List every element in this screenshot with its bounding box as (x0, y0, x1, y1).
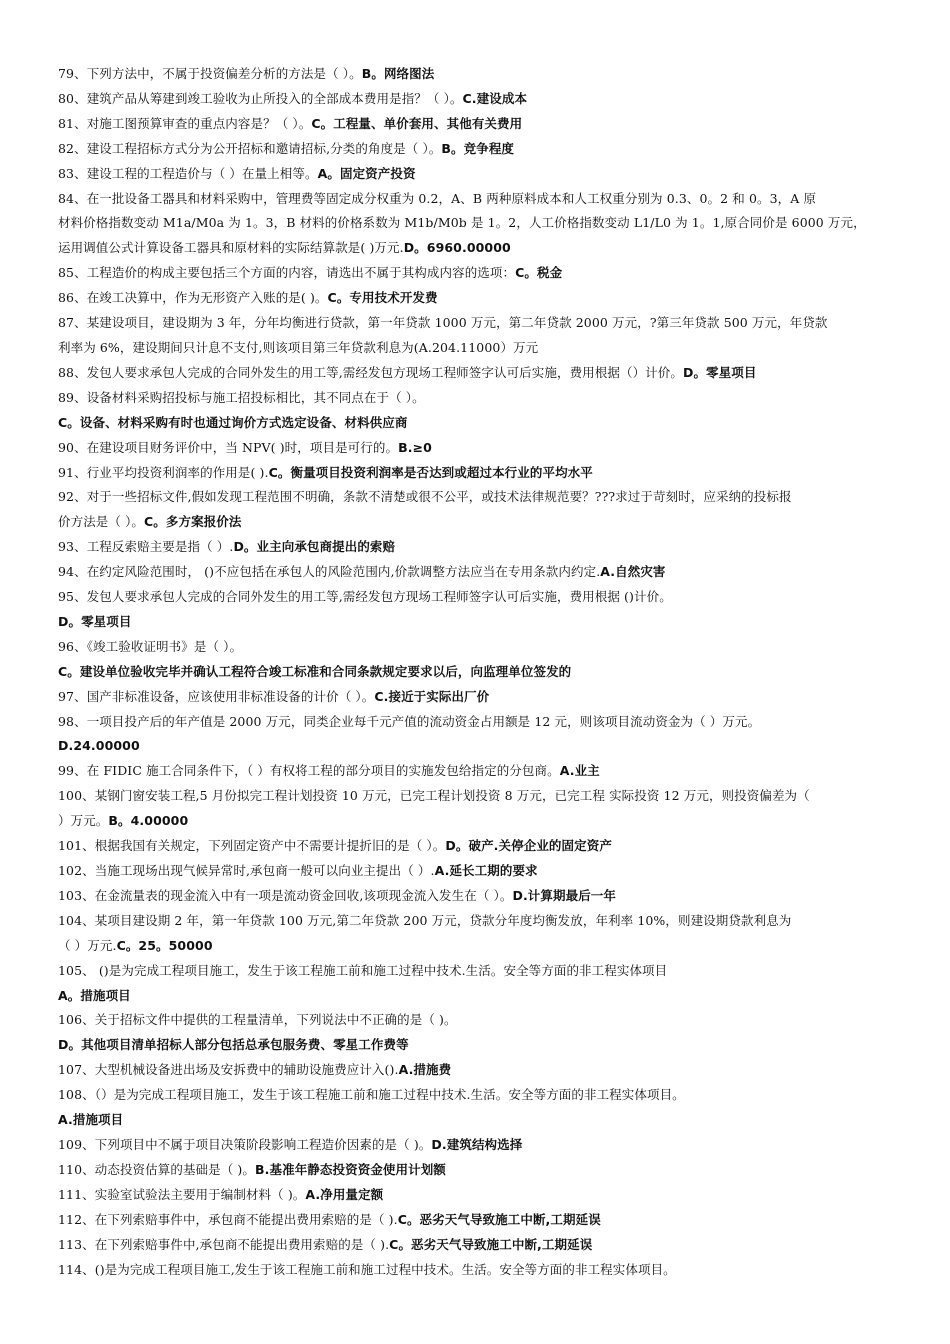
question-text: 112、在下列索赔事件中，承包商不能提出费用索赔的是（ ). (58, 1211, 398, 1227)
text-line (58, 137, 920, 162)
answer-text: D.24.00000 (58, 738, 140, 754)
question-text: 96、《竣工验收证明书》是（ ）。 (58, 638, 243, 654)
question-text: 利率为 6%，建设期间只计息不支付,则该项目第三年贷款利息为(A.204.11000）万元 (58, 339, 539, 355)
question-text: 95、发包人要求承包人完成的合同外发生的用工等,需经发包方现场工程师签字认可后实施，费用根据 ()计价。 (58, 589, 672, 605)
answer-text: D。其他项目清单招标人部分包括总承包服务费、零星工作费等 (58, 1037, 409, 1053)
text-line (58, 560, 920, 585)
answer-text: C。恶劣天气导致施工中断,工期延误 (389, 1236, 593, 1252)
text-line (58, 1033, 920, 1058)
text-line (58, 461, 920, 486)
text-line (58, 361, 920, 386)
question-text: 98、一项目投产后的年产值是 2000 万元，同类企业每千元产值的流动资金占用额是 12 元，则该项目流动资金为（ ）万元。 (58, 713, 761, 729)
answer-text: A。措施项目 (58, 987, 131, 1003)
answer-text: A.措施项目 (58, 1112, 124, 1128)
question-text: 83、建设工程的工程造价与（ ）在量上相等。 (58, 165, 318, 181)
text-line (58, 859, 920, 884)
text-line (58, 710, 920, 735)
answer-text: D。零星项目 (682, 364, 757, 380)
text-line (58, 909, 920, 934)
text-line (58, 485, 920, 510)
text-line (58, 734, 920, 759)
answer-text: C。多方案报价法 (144, 514, 242, 530)
question-text: 107、大型机械设备进出场及安拆费中的辅助设施费应计入(). (58, 1062, 399, 1078)
text-line (58, 510, 920, 535)
text-line (58, 934, 920, 959)
question-text: 91、行业平均投资利润率的作用是( ). (58, 464, 269, 480)
question-text: 82、建设工程招标方式分为公开招标和邀请招标,分类的角度是（ ）。 (58, 140, 442, 156)
question-text: 运用调值公式计算设备工器具和原材料的实际结算款是( )万元. (58, 240, 404, 256)
question-text: 111、实验室试验法主要用于编制材料（ )。 (58, 1186, 306, 1202)
answer-text: B.基准年静态投资资金使用计划额 (255, 1161, 446, 1177)
question-text: 81、对施工图预算审查的重点内容是？（ ）。 (58, 115, 312, 131)
text-line (58, 984, 920, 1009)
answer-text: A.措施费 (398, 1062, 452, 1078)
answer-text: B。网络图法 (361, 66, 435, 81)
answer-text: D.建筑结构选择 (431, 1136, 523, 1152)
question-text: 79、下列方法中，不属于投资偏差分析的方法是（ ）。 (58, 66, 362, 81)
answer-text: D。业主向承包商提出的索赔 (233, 539, 396, 555)
text-line (58, 1158, 920, 1183)
question-text: 价方法是（ ）。 (58, 514, 145, 530)
text-line (58, 211, 920, 236)
answer-text: A.延长工期的要求 (434, 863, 538, 878)
question-text: 104、某项目建设期 2 年，第一年贷款 100 万元,第二年贷款 200 万元，贷款分年度均衡发放，年利率 10%，则建设期贷款利息为 (58, 912, 792, 928)
answer-text: A.业主 (559, 763, 600, 779)
question-text: 93、工程反索赔主要是指（ ）. (58, 539, 234, 555)
question-text: 103、在金流量表的现金流入中有一项是流动资金回收,该项现金流入发生在（ ）。 (58, 887, 513, 903)
text-line (58, 261, 920, 286)
answer-text: C。25。50000 (116, 937, 213, 953)
question-text: 84、在一批设备工器具和材料采购中，管理费等固定成分权重为 0.2，A、B 两种原料成本和人工权重分别为 0.3、0。2 和 0。3，A 原 (58, 190, 817, 206)
question-text: 102、当施工现场出现气候异常时,承包商一般可以向业主提出（ ）. (58, 863, 435, 878)
text-line (58, 1058, 920, 1083)
answer-text: C.建设成本 (462, 90, 528, 106)
answer-text: B.≥0 (398, 439, 432, 455)
text-line (58, 62, 920, 87)
answer-text: A.净用量定额 (305, 1186, 384, 1202)
text-line (58, 784, 920, 809)
text-line (58, 1183, 920, 1208)
question-text: 106、关于招标文件中提供的工程量清单，下列说法中不正确的是（ )。 (58, 1012, 457, 1028)
text-line (58, 1208, 920, 1233)
question-text: ）万元。 (58, 813, 109, 829)
question-text: 86、在竣工决算中，作为无形资产入账的是( )。 (58, 290, 328, 306)
text-line (58, 660, 920, 685)
question-text: 114、()是为完成工程项目施工,发生于该工程施工前和施工过程中技术。生活。安全等方面的非工程实体项目。 (58, 1261, 676, 1277)
question-text: 110、动态投资估算的基础是（ )。 (58, 1161, 256, 1177)
question-text: 94、在约定风险范围时， ()不应包括在承包人的风险范围内,价款调整方法应当在专用条款内约定. (58, 564, 601, 580)
text-line (58, 187, 920, 212)
answer-text: D。6960.00000 (403, 240, 511, 256)
text-line (58, 585, 920, 610)
text-line (58, 112, 920, 137)
answer-text: C。设备、材料采购有时也通过询价方式选定设备、材料供应商 (58, 414, 408, 430)
text-line (58, 959, 920, 984)
text-line (58, 162, 920, 187)
question-text: 89、设备材料采购招投标与施工招投标相比，其不同点在于（ ）。 (58, 389, 425, 405)
question-text: 87、某建设项目，建设期为 3 年，分年均衡进行贷款，第一年贷款 1000 万元，第二年贷款 2000 万元，?第三年贷款 500 万元，年贷款 (58, 315, 828, 331)
text-line (58, 336, 920, 361)
question-text: 105、 ()是为完成工程项目施工，发生于该工程施工前和施工过程中技术.生活。安全等方面的非工程实体项目 (58, 962, 668, 978)
answer-text: A。固定资产投资 (317, 165, 416, 181)
answer-text: C.接近于实际出厂价 (374, 688, 490, 704)
question-text: 85、工程造价的构成主要包括三个方面的内容，请选出不属于其构成内容的选项： (58, 265, 516, 281)
answer-text: C。衡量项目投资利润率是否达到或超过本行业的平均水平 (268, 464, 593, 480)
text-line (58, 236, 920, 261)
text-line (58, 635, 920, 660)
question-text: 97、国产非标准设备，应该使用非标准设备的计价（ ）。 (58, 688, 375, 704)
answer-text: D.计算期最后一年 (512, 887, 616, 903)
text-line (58, 1233, 920, 1258)
text-line (58, 610, 920, 635)
text-line (58, 884, 920, 909)
answer-text: D。零星项目 (58, 613, 132, 629)
text-line (58, 809, 920, 834)
question-text: 109、下列项目中不属于项目决策阶段影响工程造价因素的是（ )。 (58, 1136, 432, 1152)
text-line (58, 436, 920, 461)
text-line (58, 535, 920, 560)
question-text: 113、在下列索赔事件中,承包商不能提出费用索赔的是（ ). (58, 1236, 390, 1252)
answer-text: C。工程量、单价套用、其他有关费用 (311, 115, 523, 131)
text-line (58, 87, 920, 112)
text-line (58, 1133, 920, 1158)
text-line (58, 311, 920, 336)
answer-text: A.自然灾害 (600, 564, 666, 580)
question-text: 108、（）是为完成工程项目施工，发生于该工程施工前和施工过程中技术.生活。安全等方面的非工程实体项目。 (58, 1087, 685, 1103)
text-line (58, 411, 920, 436)
answer-text: B。4.00000 (108, 813, 189, 829)
answer-text: B。竞争程度 (441, 140, 515, 156)
answer-text: D。破产.关停企业的固定资产 (445, 838, 612, 854)
text-line (58, 286, 920, 311)
question-text: 材料价格指数变动 M1a/M0a 为 1。3，B 材料的价格系数为 M1b/M0b 是 1。2，人工价格指数变动 L1/L0 为 1。1,原合同价是 6000 万元， (58, 215, 866, 231)
question-text: 100、某钢门窗安装工程,5 月份拟完工程计划投资 10 万元，已完工程计划投资 8 万元，已完工程 实际投资 12 万元，则投资偏差为（ (58, 788, 810, 804)
question-text: 80、建筑产品从筹建到竣工验收为止所投入的全部成本费用是指？（ ）。 (58, 90, 463, 106)
text-line (58, 1108, 920, 1133)
question-text: 92、对于一些招标文件,假如发现工程范围不明确，条款不清楚或很不公平，或技术法律规范要？???求过于苛刻时，应采纳的投标报 (58, 489, 792, 505)
answer-text: C。建设单位验收完毕并确认工程符合竣工标准和合同条款规定要求以后，向监理单位签发的 (58, 663, 572, 679)
question-text: 99、在 FIDIC 施工合同条件下，（ ）有权将工程的部分项目的实施发包给指定的分包商。 (58, 763, 560, 779)
text-line (58, 834, 920, 859)
question-text: 88、发包人要求承包人完成的合同外发生的用工等,需经发包方现场工程师签字认可后实施，费用根据（）计价。 (58, 364, 683, 380)
text-line (58, 1258, 920, 1283)
text-line (58, 759, 920, 784)
answer-text: C。专用技术开发费 (327, 290, 438, 306)
text-line (58, 1083, 920, 1108)
question-text: （ ）万元. (58, 937, 117, 953)
text-line (58, 1008, 920, 1033)
question-text: 90、在建设项目财务评价中，当 NPV( )时，项目是可行的。 (58, 439, 399, 455)
answer-text: C。恶劣天气导致施工中断,工期延误 (397, 1211, 601, 1227)
text-line (58, 386, 920, 411)
text-line (58, 685, 920, 710)
question-text: 101、根据我国有关规定，下列固定资产中不需要计提折旧的是（ ）。 (58, 838, 446, 854)
answer-text: C。税金 (515, 265, 563, 281)
